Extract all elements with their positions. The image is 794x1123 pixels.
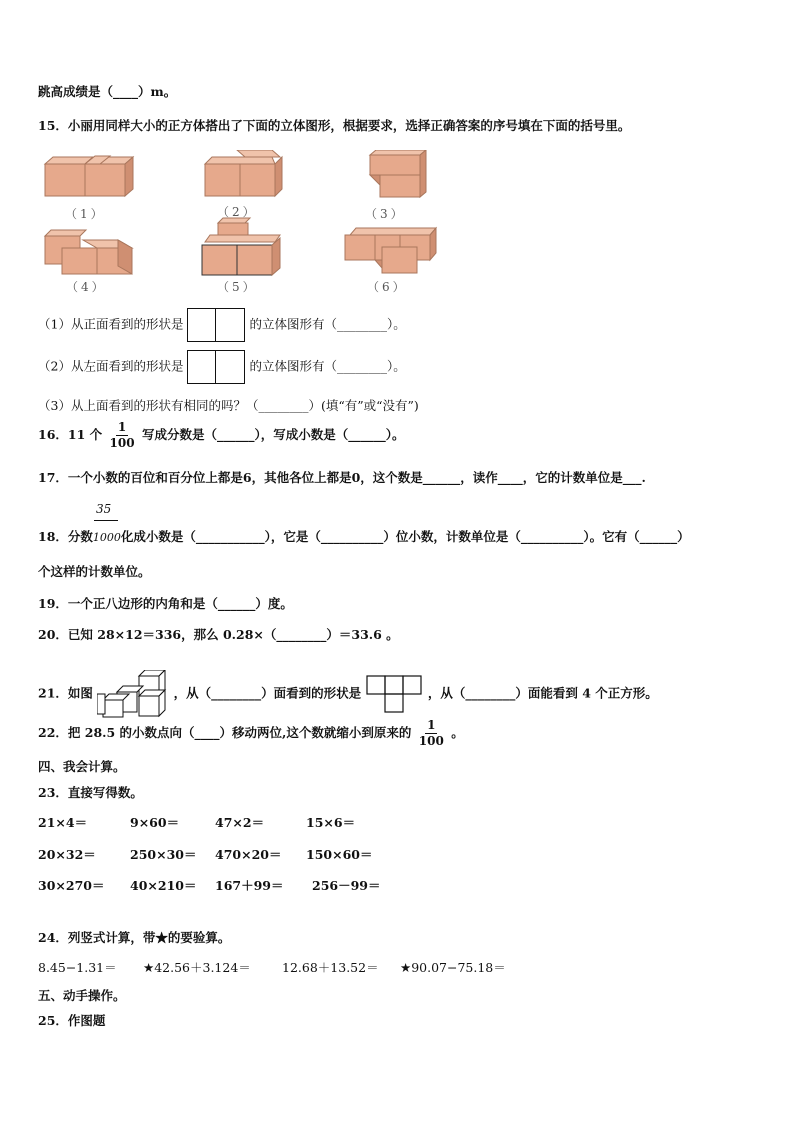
- cube-figure-1: [45, 156, 133, 196]
- two-square-view-icon: [187, 350, 245, 384]
- q18-denominator: 1000: [92, 531, 121, 544]
- q15-sub2: [38, 350, 406, 384]
- q15-sub1-text-b: 的立体图形有（________）。: [249, 316, 406, 332]
- two-square-view-icon: [187, 308, 245, 342]
- q24-item-2: ★42.56＋3.124＝: [143, 960, 251, 975]
- q19: 19．一个正八边形的内角和是（______）度。: [38, 596, 293, 611]
- q15-sub2-text-b: 的立体图形有（________）。: [249, 358, 406, 374]
- calc-r1c2: 470×20＝: [215, 847, 282, 862]
- caption-2: （2）: [217, 205, 258, 219]
- q15-stem: 15．小丽用同样大小的正方体搭出了下面的立体图形，根据要求，选择正确答案的序号填在下面的括号里。: [38, 118, 631, 133]
- calc-r2c0: 30×270＝: [38, 878, 105, 893]
- caption-3: （3）: [365, 207, 406, 221]
- fraction-denominator: 100: [418, 734, 444, 748]
- q22-text-a: 22．把 28.5 的小数点向（____）移动两位,这个数就缩小到原来的: [38, 725, 412, 740]
- q17: 17．一个小数的百位和百分位上都是6，其他各位上都是0，这个数是______，读作____，它的计数单位是___.: [38, 470, 646, 485]
- q16-fraction: [109, 420, 136, 451]
- cube-figure-2: [205, 150, 282, 196]
- q21-text-a: 21．如图: [38, 685, 93, 701]
- q18-fraction-bar: [94, 520, 118, 521]
- calc-r1c1: 250×30＝: [130, 847, 197, 862]
- cube-figure-5: [202, 218, 280, 275]
- fraction-numerator: 1: [427, 718, 436, 732]
- prev-question-tail: 跳高成绩是（____）m。: [38, 84, 177, 99]
- q21-text-b: ，从（________）面看到的形状是: [173, 685, 362, 701]
- q22-fraction: [418, 718, 445, 749]
- cube-figure-3: [370, 150, 426, 197]
- q18-cont: 个这样的计数单位。: [38, 564, 151, 579]
- section-4-title: 四、我会计算。: [38, 759, 126, 774]
- caption-4: （4）: [66, 280, 107, 294]
- calc-r1c0: 20×32＝: [38, 847, 96, 862]
- calc-r0c2: 47×2＝: [215, 815, 265, 830]
- q15-sub3: （3）从上面看到的形状有相同的吗？（________）(填“有”或“没有”): [38, 398, 419, 413]
- fraction-numerator: 1: [117, 420, 127, 434]
- q18-text-b: 化成小数是（___________），它是（__________）位小数，计数单位是（__________）。它有（______）: [120, 529, 690, 544]
- calc-r1c3: 150×60＝: [306, 847, 373, 862]
- q21: [38, 670, 658, 718]
- q16-text-b: 写成分数是（______），写成小数是（______）。: [141, 427, 405, 442]
- q24-item-1: 8.45−1.31＝: [38, 960, 117, 975]
- q24-item-4: ★90.07−75.18＝: [400, 960, 506, 975]
- q21-view-shape-icon: [366, 675, 424, 713]
- q21-text-c: ，从（________）面能看到 4 个正方形。: [427, 685, 658, 701]
- q15-sub1-text-a: （1）从正面看到的形状是: [38, 316, 184, 332]
- q21-cube-stack-icon: [97, 670, 169, 718]
- q18-text-a: 18．分数: [38, 529, 93, 544]
- q24-item-3: 12.68＋13.52＝: [282, 960, 379, 975]
- q18: [38, 527, 690, 545]
- calc-r2c1: 40×210＝: [130, 878, 197, 893]
- q16-text-a: 16．11 个: [38, 427, 103, 442]
- q22: [38, 718, 464, 749]
- cube-figure-6: [345, 228, 436, 273]
- q24: 24．列竖式计算，带★的要验算。: [38, 930, 231, 945]
- calc-r0c0: 21×4＝: [38, 815, 88, 830]
- q25: 25．作图题: [38, 1013, 106, 1028]
- q15-sub2-text-a: （2）从左面看到的形状是: [38, 358, 184, 374]
- cube-figure-4: [45, 230, 132, 274]
- section-5-title: 五、动手操作。: [38, 988, 126, 1003]
- q16: [38, 420, 404, 451]
- calc-r0c1: 9×60＝: [130, 815, 180, 830]
- caption-5: （5）: [217, 280, 258, 294]
- calc-r2c3: 256－99＝: [312, 878, 381, 893]
- q15-sub1: [38, 308, 406, 342]
- q22-text-b: 。: [451, 725, 464, 740]
- caption-6: （6）: [367, 280, 408, 294]
- calc-r2c2: 167＋99＝: [215, 878, 284, 893]
- q18-numerator: 35: [96, 502, 112, 516]
- calc-r0c3: 15×6＝: [306, 815, 356, 830]
- q23: 23．直接写得数。: [38, 785, 143, 800]
- q20: 20．已知 28×12＝336，那么 0.28×（________）＝33.6 。: [38, 627, 399, 642]
- caption-1: （1）: [65, 207, 106, 221]
- fraction-denominator: 100: [109, 436, 135, 450]
